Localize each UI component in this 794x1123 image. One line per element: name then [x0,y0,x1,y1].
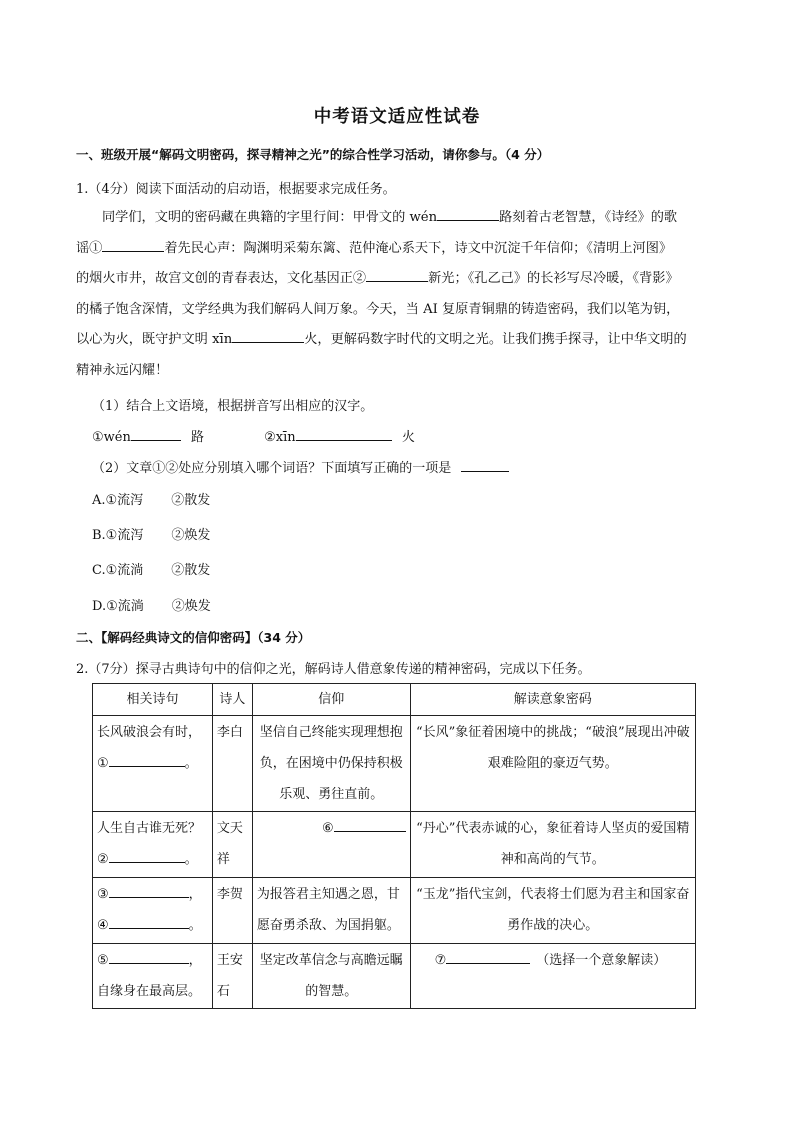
passage-l5b: 火，更解码数字时代的文明之光。让我们携手探寻，让中华文明的 [304,332,687,348]
passage-l2b: 着先民心声：陶渊明采菊东篱、范仲淹心系天下，诗文中沉淀千年信仰；《清明上河图》 [164,240,673,256]
section1-heading: 一、班级开展“解码文明密码，探寻精神之光”的综合性学习活动，请你参与。（4 分） [76,147,550,162]
interp-cell [410,944,695,1009]
option-a-1: A.①流泻 [92,493,144,508]
option-c-1: C.①流淌 [92,563,144,578]
pinyin2-label: ②xīn [264,430,296,445]
poet-cell: 王安石 [212,944,252,1009]
table-row [93,878,696,944]
option-b-2: ②焕发 [171,528,211,543]
interp-blank-7[interactable] [446,951,530,964]
page-title: 中考语文适应性试卷 [313,107,481,127]
interp-note: （选择一个意象解读） [536,953,667,968]
passage-l5a: 以心为火，既守护文明 xīn [76,332,233,348]
option-b[interactable] [92,524,210,543]
interp-cell: “丹心”代表赤诚的心，象征着诗人坚贞的爱国精神和高尚的气节。 [410,812,695,878]
option-a[interactable] [92,489,210,508]
poem-blank-4[interactable] [109,916,189,929]
poet-cell: 李白 [212,716,252,812]
poem-punct: ， [188,953,202,968]
belief-cell [252,812,410,878]
poem-punct: 。 [188,918,202,933]
passage-l2a: 谣① [76,240,103,256]
blank-label: ⑤ [97,953,109,968]
passage-l1a: 同学们，文明的密码藏在典籍的字里行间：甲骨文的 wén [102,210,438,225]
blank-label: ⑦ [434,953,447,968]
answer-blank[interactable] [461,459,509,472]
blank-2[interactable] [366,269,428,282]
belief-cell: 为报答君主知遇之恩，甘愿奋勇杀敌、为国捐躯。 [252,878,410,944]
option-d[interactable] [92,595,211,614]
passage-l4: 的橘子饱含深情，文学经典为我们解码人间万象。今天，当 AI 复原青铜鼎的铸造密码，我们以笔为钥， [76,301,680,317]
poem-line: 自缘身在最高层。 [97,984,202,999]
blank-wen[interactable] [437,208,499,221]
poem-blank-5[interactable] [109,951,189,964]
q2-intro: 2.（7分）探寻古典诗句中的信仰之光，解码诗人借意象传递的精神密码，完成以下任务。 [76,662,591,677]
poet-cell: 文天祥 [212,812,252,878]
table-row [93,716,696,812]
blank-1[interactable] [102,239,164,252]
q1-intro: 1.（4分）阅读下面活动的启动语，根据要求完成任务。 [76,182,396,197]
section2-heading: 二、【解码经典诗文的信仰密码】（34 分） [76,630,311,645]
interp-cell: “玉龙”指代宝剑，代表将士们愿为君主和国家奋勇作战的决心。 [410,878,695,944]
belief-blank-6[interactable] [334,819,406,832]
pinyin1-label: ①wén [92,430,131,445]
pinyin1-blank[interactable] [131,428,181,441]
sub-question-2-text: （2）文章①②处应分别填入哪个词语？下面填写正确的一项是 [92,461,452,476]
passage-l1b: 路刻着古老智慧，《诗经》的歌 [499,210,678,225]
pinyin1-tail: 路 [191,430,205,445]
table-header-row [93,684,696,716]
option-b-1: B.①流泻 [92,528,144,543]
pinyin2-blank[interactable] [296,428,392,441]
table-row [93,944,696,1009]
option-c[interactable] [92,559,210,578]
passage-l3b: 新光；《孔乙己》的长衫写尽冷暖，《背影》 [428,271,679,287]
option-a-2: ②散发 [171,493,211,508]
blank-label: ① [97,756,109,771]
belief-cell: 坚定改革信念与高瞻远瞩的智慧。 [252,944,410,1009]
poem-table [92,683,696,1009]
blank-xin[interactable] [232,330,304,343]
passage [76,203,728,387]
poem-cell [93,716,213,812]
pinyin2-tail: 火 [401,430,415,445]
sub-question-2 [92,457,509,476]
blank-label: ⑥ [321,821,334,836]
passage-l3a: 的烟火市井，故宫文创的青春表达，文化基因正② [76,271,367,287]
blank-label: ④ [97,918,109,933]
option-d-2: ②焕发 [171,599,211,614]
table-row [93,812,696,878]
poem-blank-1[interactable] [109,754,185,767]
poem-cell [93,812,213,878]
poem-punct: 。 [184,852,198,867]
sub-question-1: （1）结合上文语境，根据拼音写出相应的汉字。 [92,399,374,414]
blank-label: ② [97,852,109,867]
poet-cell: 李贺 [212,878,252,944]
passage-l6: 精神永远闪耀！ [76,362,169,378]
belief-cell: 坚信自己终能实现理想抱负，在困境中仍保持积极乐观、勇往直前。 [252,716,410,812]
poem-cell [93,944,213,1009]
poem-blank-3[interactable] [109,885,189,898]
header-interp: 解读意象密码 [410,684,695,716]
header-poet: 诗人 [212,684,252,716]
poem-cell [93,878,213,944]
interp-cell: “长风”象征着困境中的挑战；“破浪”展现出冲破艰难险阻的豪迈气势。 [410,716,695,812]
header-poem: 相关诗句 [93,684,213,716]
poem-punct: ， [188,887,202,902]
poem-blank-2[interactable] [109,850,185,863]
pinyin-row [92,426,415,445]
option-d-1: D.①流淌 [92,599,144,614]
option-c-2: ②散发 [171,563,211,578]
header-belief: 信仰 [252,684,410,716]
poem-line: 长风破浪会有时， [97,725,202,740]
poem-punct: 。 [184,756,198,771]
blank-label: ③ [97,887,109,902]
poem-line: 人生自古谁无死？ [97,821,202,836]
